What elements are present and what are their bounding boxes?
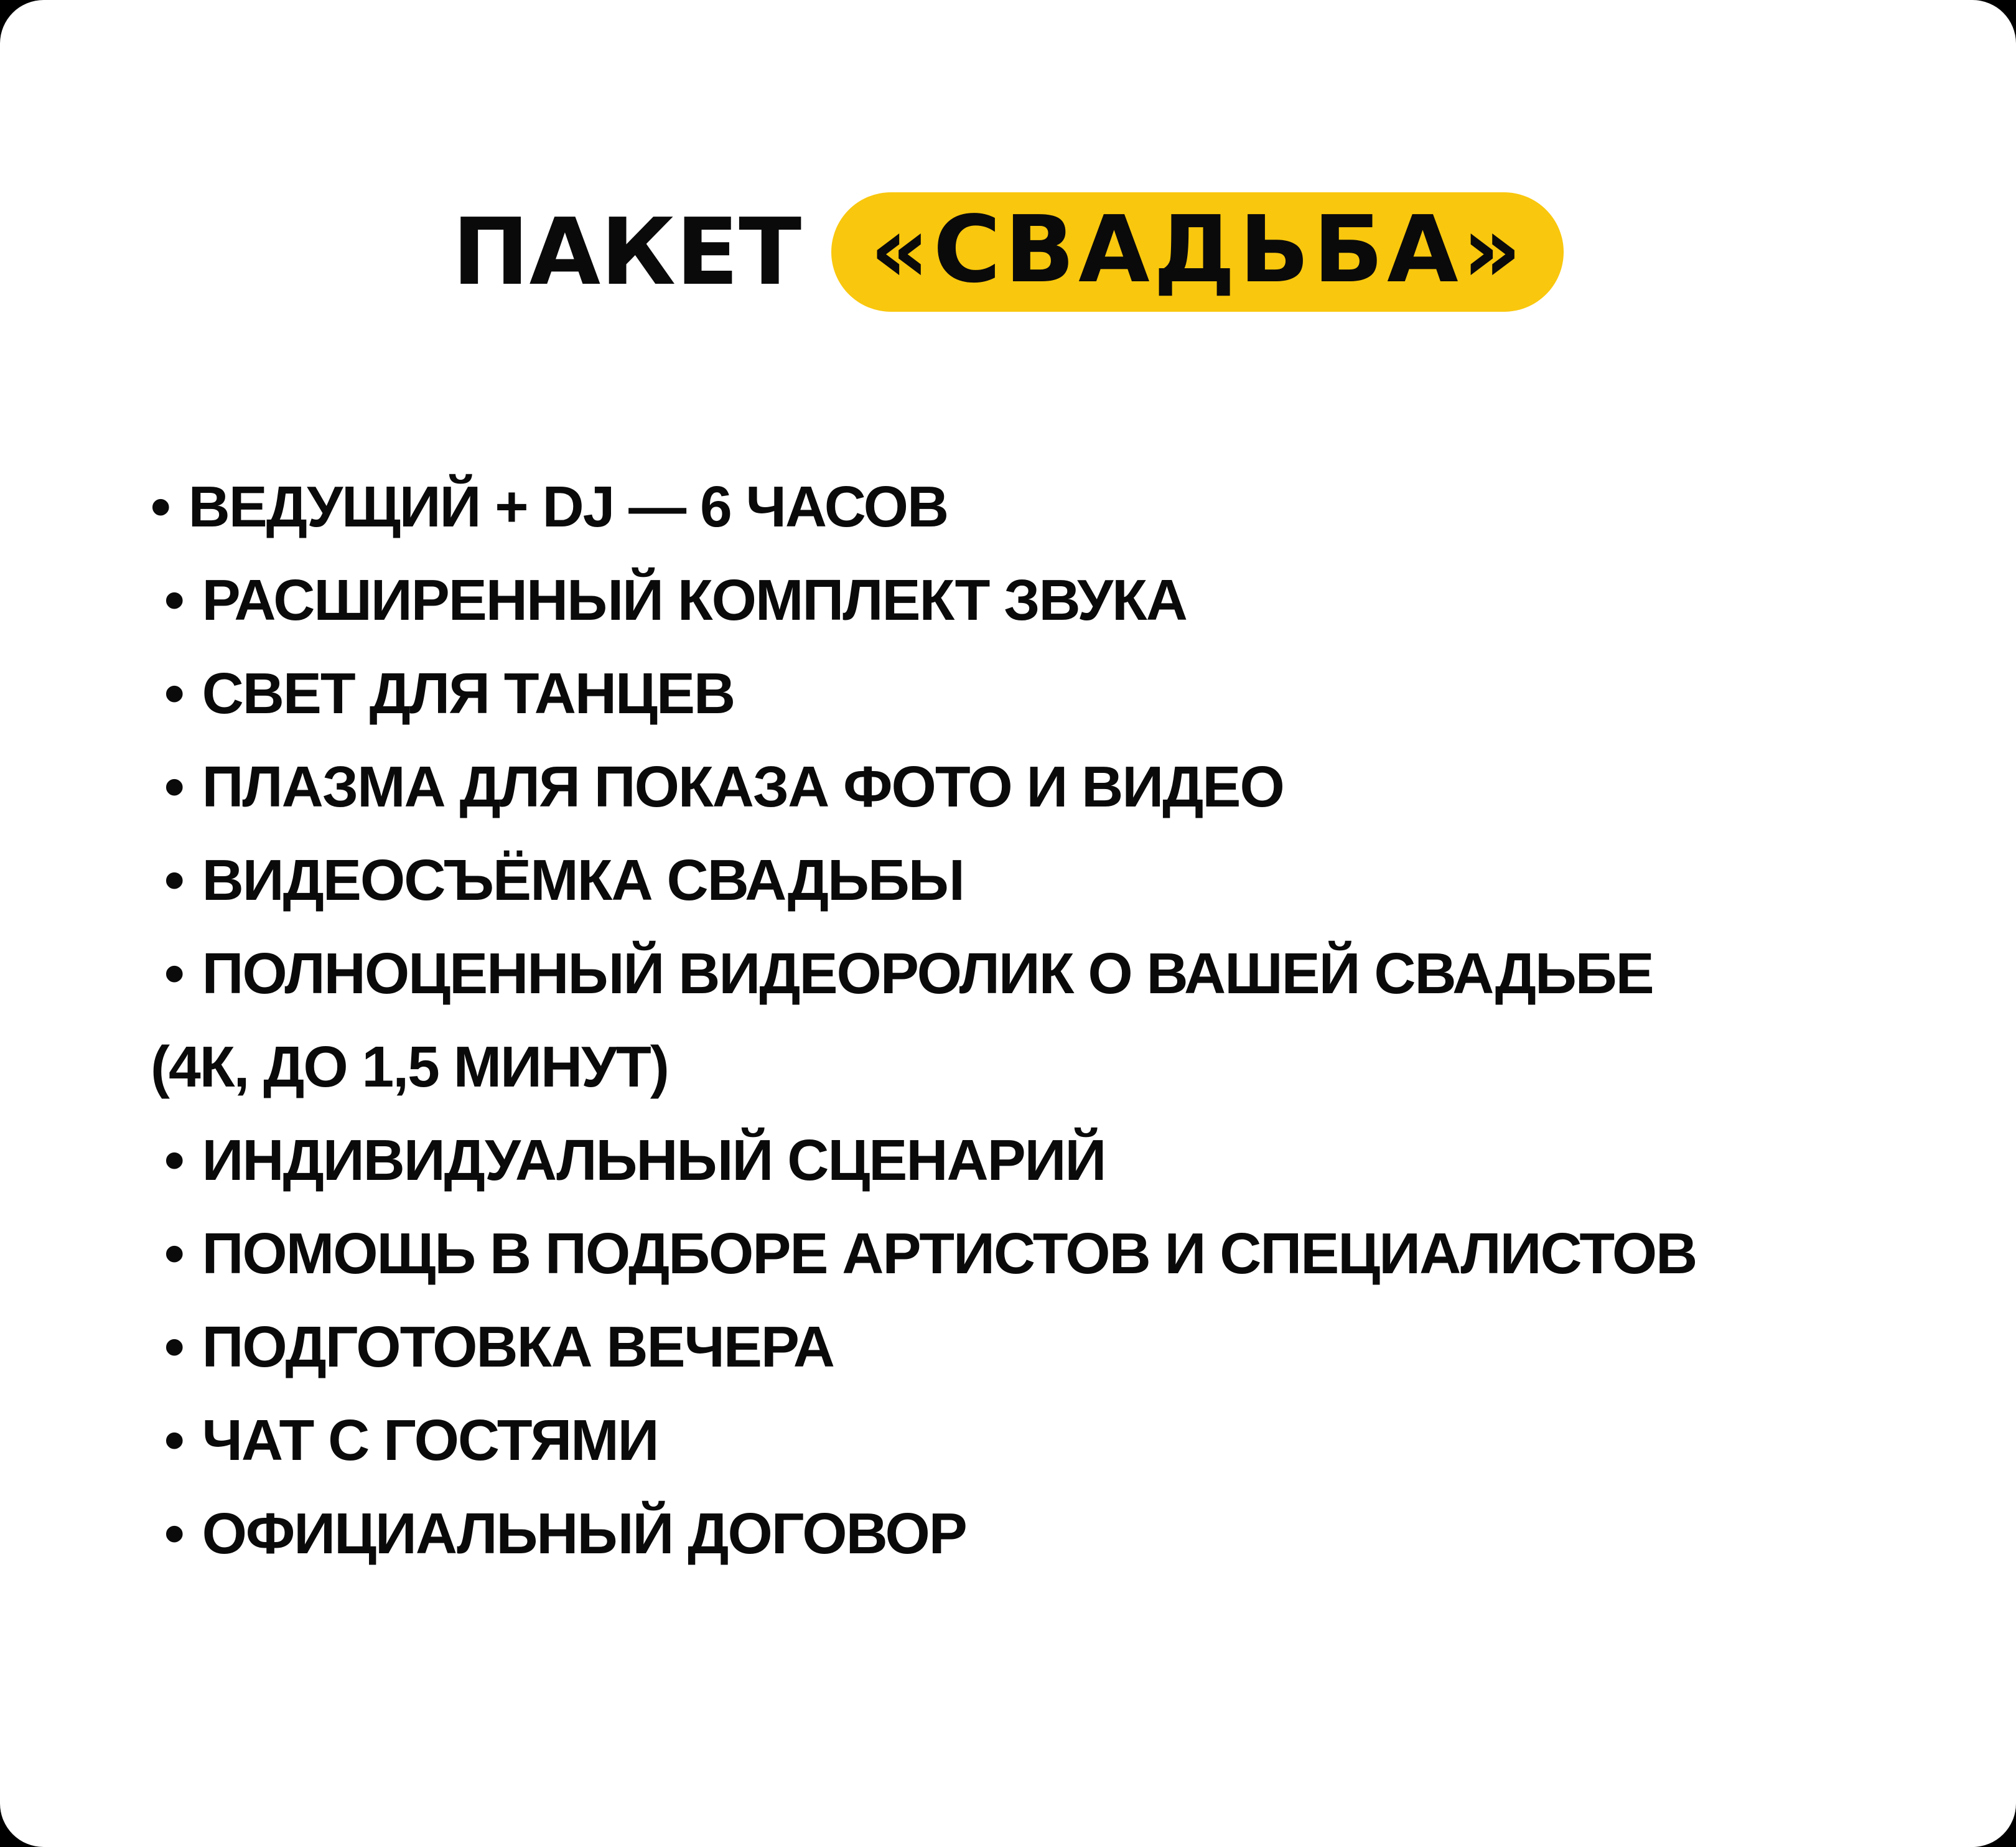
package-feature-list xyxy=(151,460,1941,1580)
list-item-label: ЧАТ С ГОСТЯМИ xyxy=(202,1408,658,1472)
list-item xyxy=(151,1207,1941,1300)
title-highlight-pill xyxy=(831,192,1564,312)
list-item-label: (4К, ДО 1,5 МИНУТ) xyxy=(151,1034,668,1099)
list-item-label: ПЛАЗМА ДЛЯ ПОКАЗА ФОТО И ВИДЕО xyxy=(202,754,1284,819)
title-highlight-text: «СВАДЬБА» xyxy=(870,196,1526,303)
title-prefix: ПАКЕТ xyxy=(452,199,802,306)
bullet-icon: • xyxy=(164,941,185,1006)
list-item xyxy=(151,1393,1941,1487)
list-item xyxy=(151,927,1941,1020)
list-item xyxy=(151,1300,1941,1393)
bullet-icon: • xyxy=(164,1221,185,1286)
bullet-icon: • xyxy=(164,1128,185,1192)
list-item-label: РАСШИРЕННЫЙ КОМПЛЕКТ ЗВУКА xyxy=(202,568,1187,632)
list-item xyxy=(151,833,1941,927)
list-item-label: ПОМОЩЬ В ПОДБОРЕ АРТИСТОВ И СПЕЦИАЛИСТОВ xyxy=(202,1221,1697,1286)
page-title xyxy=(0,192,2016,312)
list-item-label: ВИДЕОСЪЁМКА СВАДЬБЫ xyxy=(202,848,964,912)
bullet-icon: • xyxy=(151,474,171,539)
bullet-icon: • xyxy=(164,848,185,912)
bullet-icon: • xyxy=(164,754,185,819)
bullet-icon: • xyxy=(164,568,185,632)
list-item-continuation xyxy=(151,1020,1941,1113)
list-item xyxy=(151,647,1941,740)
bullet-icon: • xyxy=(164,1408,185,1472)
list-item xyxy=(151,553,1941,647)
list-item-label: ПОЛНОЦЕННЫЙ ВИДЕОРОЛИК О ВАШЕЙ СВАДЬБЕ xyxy=(202,941,1653,1006)
list-item xyxy=(151,460,1941,553)
list-item-label: ВЕДУЩИЙ + DJ — 6 ЧАСОВ xyxy=(188,474,948,539)
list-item xyxy=(151,1113,1941,1207)
bullet-icon: • xyxy=(164,1501,185,1566)
list-item xyxy=(151,740,1941,833)
bullet-icon: • xyxy=(164,661,185,726)
list-item-label: СВЕТ ДЛЯ ТАНЦЕВ xyxy=(202,661,735,726)
list-item-label: ОФИЦИАЛЬНЫЙ ДОГОВОР xyxy=(202,1501,966,1566)
bullet-icon: • xyxy=(164,1314,185,1379)
list-item-label: ИНДИВИДУАЛЬНЫЙ СЦЕНАРИЙ xyxy=(202,1128,1106,1192)
list-item-label: ПОДГОТОВКА ВЕЧЕРА xyxy=(202,1314,834,1379)
list-item xyxy=(151,1487,1941,1580)
